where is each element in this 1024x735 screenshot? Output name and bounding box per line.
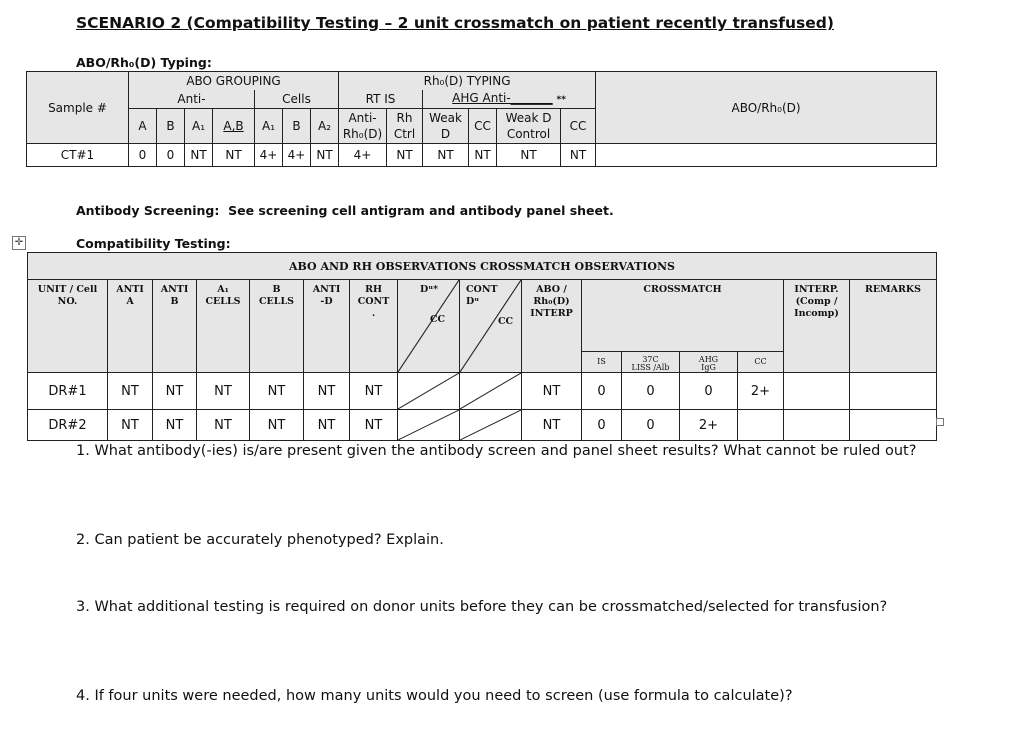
compatibility-label: Compatibility Testing: xyxy=(76,236,231,251)
col-abo-rh-interp: ABO / Rh₀(D) INTERP xyxy=(522,280,582,373)
col-du: Dᵘ* CC xyxy=(398,280,460,373)
cell-value: NT xyxy=(469,144,497,167)
cell-value: NT xyxy=(250,373,304,410)
cell-value: NT xyxy=(250,410,304,441)
table-resize-handle-icon[interactable] xyxy=(936,418,944,426)
cell-value: NT xyxy=(213,144,255,167)
page-title: SCENARIO 2 (Compatibility Testing – 2 unit crossmatch on patient recently transfused) xyxy=(76,14,834,32)
abo-rh-typing-table xyxy=(26,71,937,167)
cell-value: NT xyxy=(350,410,398,441)
abo-rh-result-header: ABO/Rh₀(D) xyxy=(596,72,937,144)
col-cc: CC xyxy=(469,109,497,144)
cell-value: NT xyxy=(497,144,561,167)
table-row xyxy=(27,144,937,167)
sample-id: CT#1 xyxy=(27,144,129,167)
rh-typing-header: Rh₀(D) TYPING xyxy=(339,72,596,91)
col-rh-cont: RH CONT . xyxy=(350,280,398,373)
sample-header: Sample # xyxy=(27,72,129,144)
cell-value: NT xyxy=(108,410,153,441)
col-unit: UNIT / Cell NO. xyxy=(28,280,108,373)
abo-grouping-header: ABO GROUPING xyxy=(129,72,339,91)
cell-value: NT xyxy=(185,144,213,167)
cell-value: 4+ xyxy=(283,144,311,167)
cell-value: NT xyxy=(304,373,350,410)
col-anti-b: ANTI B xyxy=(153,280,197,373)
col-a1-cells: A₁ xyxy=(255,109,283,144)
cell-value: 4+ xyxy=(255,144,283,167)
col-weak-d: Weak D xyxy=(423,109,469,144)
col-anti-a: ANTI A xyxy=(108,280,153,373)
cont-du-cell xyxy=(460,410,522,441)
col-b-cells: B CELLS xyxy=(250,280,304,373)
col-cc: CC xyxy=(738,352,784,373)
cell-value xyxy=(738,410,784,441)
cell-value: NT xyxy=(311,144,339,167)
diagonal-line-icon xyxy=(398,373,459,409)
cell-value: NT xyxy=(108,373,153,410)
ahg-anti-header: AHG Anti-_______ ** xyxy=(423,90,596,109)
remarks-cell[interactable] xyxy=(850,410,937,441)
question-2: 2. Can patient be accurately phenotyped? Explain. xyxy=(76,532,444,548)
cell-value: NT xyxy=(423,144,469,167)
du-cell xyxy=(398,373,460,410)
crossmatch-header: CROSSMATCH xyxy=(582,280,784,352)
cell-value: 2+ xyxy=(680,410,738,441)
cell-value: 0 xyxy=(622,410,680,441)
compatibility-table xyxy=(27,252,937,441)
antibody-screening-line: Antibody Screening: See screening cell antigram and antibody panel sheet. xyxy=(76,203,614,218)
cell-value: NT xyxy=(304,410,350,441)
cell-value: 0 xyxy=(129,144,157,167)
du-cell xyxy=(398,410,460,441)
cell-value: 4+ xyxy=(339,144,387,167)
abo-typing-label: ABO/Rh₀(D) Typing: xyxy=(76,55,212,70)
col-a1-cells: A₁ CELLS xyxy=(197,280,250,373)
cell-value: 0 xyxy=(157,144,185,167)
col-b: B xyxy=(157,109,185,144)
col-interp: INTERP. (Comp / Incomp) xyxy=(784,280,850,373)
unit-id: DR#2 xyxy=(28,410,108,441)
table-row xyxy=(28,410,937,441)
cont-du-cell xyxy=(460,373,522,410)
cell-value: NT xyxy=(387,144,423,167)
table-row xyxy=(28,373,937,410)
question-4: 4. If four units were needed, how many units would you need to screen (use formula to calculate)? xyxy=(76,688,793,704)
cell-value: NT xyxy=(522,410,582,441)
cell-value: NT xyxy=(197,373,250,410)
cell-value: NT xyxy=(197,410,250,441)
cell-value: NT xyxy=(153,373,197,410)
cell-value: 0 xyxy=(622,373,680,410)
cell-value: NT xyxy=(153,410,197,441)
diagonal-line-icon xyxy=(460,410,521,440)
unit-id: DR#1 xyxy=(28,373,108,410)
question-1: 1. What antibody(-ies) is/are present given the antibody screen and panel sheet results? What cannot be ruled out? xyxy=(76,443,917,459)
remarks-cell[interactable] xyxy=(850,373,937,410)
diagonal-line-icon xyxy=(398,410,459,440)
table-move-handle-icon[interactable]: ✛ xyxy=(12,236,26,250)
col-a1: A₁ xyxy=(185,109,213,144)
rt-is-header: RT IS xyxy=(339,90,423,109)
col-liss: 37C LISS /Alb xyxy=(622,352,680,373)
cell-value: 0 xyxy=(680,373,738,410)
col-remarks: REMARKS xyxy=(850,280,937,373)
col-cc-2: CC xyxy=(561,109,596,144)
col-weak-d-control: Weak D Control xyxy=(497,109,561,144)
cell-value: 2+ xyxy=(738,373,784,410)
cells-header: Cells xyxy=(255,90,339,109)
cell-value: NT xyxy=(522,373,582,410)
cell-value: NT xyxy=(561,144,596,167)
col-rh-ctrl: Rh Ctrl xyxy=(387,109,423,144)
col-b-cells: B xyxy=(283,109,311,144)
col-cont-du: CONT Dᵘ CC xyxy=(460,280,522,373)
col-is: IS xyxy=(582,352,622,373)
interp-cell[interactable] xyxy=(784,373,850,410)
abo-rh-result[interactable] xyxy=(596,144,937,167)
col-ab: A,B xyxy=(213,109,255,144)
question-3: 3. What additional testing is required on donor units before they can be crossmatched/selected for transfusion? xyxy=(76,599,888,615)
col-anti-d: ANTI -D xyxy=(304,280,350,373)
col-ahg: AHG IgG xyxy=(680,352,738,373)
cell-value: NT xyxy=(350,373,398,410)
cell-value: 0 xyxy=(582,410,622,441)
cell-value: 0 xyxy=(582,373,622,410)
anti-header: Anti- xyxy=(129,90,255,109)
interp-cell[interactable] xyxy=(784,410,850,441)
col-a: A xyxy=(129,109,157,144)
col-anti-rh: Anti- Rh₀(D) xyxy=(339,109,387,144)
diagonal-line-icon xyxy=(460,373,521,409)
col-a2-cells: A₂ xyxy=(311,109,339,144)
observations-header: ABO AND RH OBSERVATIONS CROSSMATCH OBSERVATIONS xyxy=(28,253,937,280)
